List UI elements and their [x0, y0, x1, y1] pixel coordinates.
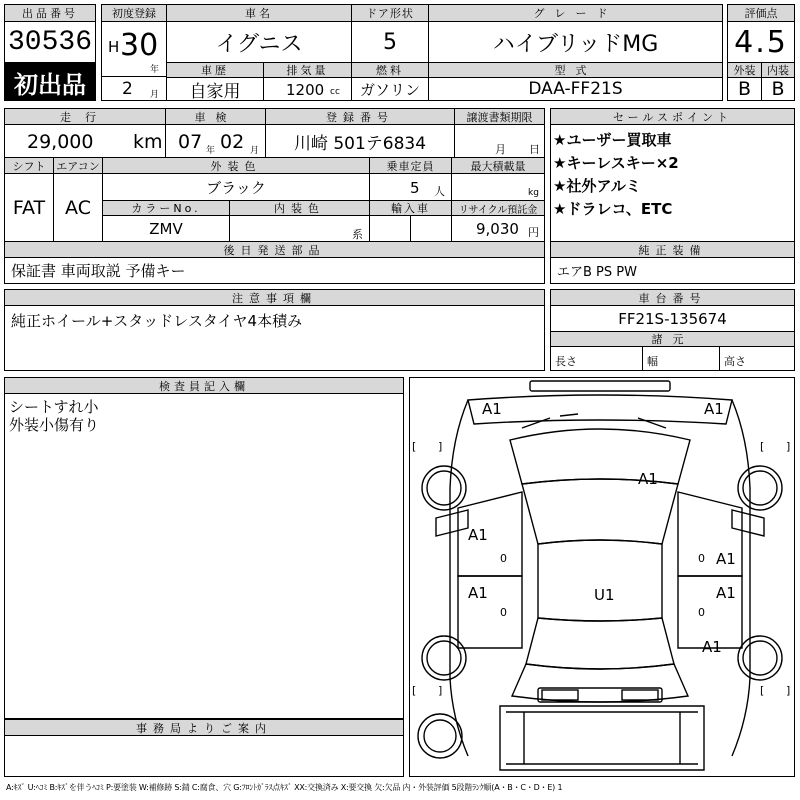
capacity-label: 乗車定員: [369, 157, 452, 174]
first-registration-month-box: [101, 76, 167, 101]
spec-height-box: [719, 346, 795, 371]
equipment-label: 純正装備: [550, 241, 795, 258]
sales-point-item: ★キーレスキー×2: [553, 154, 679, 172]
capacity-value: 5: [410, 179, 420, 197]
mileage-box: [4, 124, 166, 158]
fuel-value: ガソリン: [351, 77, 429, 101]
diagram-bracket: [: [760, 440, 765, 453]
load-unit: kg: [528, 188, 539, 198]
diagram-bracket: ]: [438, 440, 443, 453]
recycle-label: リサイクル預託金: [451, 200, 545, 216]
recycle-value: 9,030: [476, 220, 519, 238]
inspection-year: 07: [178, 131, 203, 153]
inspection-month-unit: 月: [250, 146, 260, 156]
door-value: 5: [351, 21, 429, 63]
car-name: イグニス: [166, 21, 352, 63]
import-label: 輸入車: [369, 200, 452, 216]
reg-month: 2: [122, 79, 133, 99]
mileage-unit: km: [133, 131, 163, 153]
lot-number: 30536: [4, 21, 96, 63]
diagram-zero: 0: [500, 552, 507, 565]
inspector-line: 外装小傷有り: [9, 416, 100, 434]
score-value: 4.5: [727, 21, 795, 63]
displacement-unit: cc: [330, 87, 340, 97]
car-name-label: 車名: [166, 4, 352, 22]
interior-label: 内装: [761, 62, 795, 78]
lot-number-label: 出品番号: [4, 4, 96, 22]
sales-points-box: [550, 124, 795, 242]
office-box: [4, 735, 404, 777]
recycle-unit: 円: [528, 226, 539, 239]
first-listing-badge: 初出品: [4, 63, 96, 101]
reg-month-unit: 月: [150, 90, 160, 100]
diagram-zero: 0: [698, 552, 705, 565]
color-label: 外装色: [102, 157, 370, 174]
chassis-label: 車台番号: [550, 289, 795, 306]
reg-era: H: [108, 38, 120, 56]
transfer-month-unit: 月: [495, 143, 506, 156]
sales-point-item: ★社外アルミ: [553, 177, 641, 195]
inspector-line: シートすれ小: [9, 398, 99, 416]
transfer-day-unit: 日: [529, 143, 540, 156]
damage-mark-hood: A1: [638, 470, 658, 488]
specs-label: 諸元: [550, 331, 795, 347]
displacement-label: 排気量: [263, 62, 352, 78]
office-label: 事務局よりご案内: [4, 719, 404, 736]
spec-length-box: [550, 346, 643, 371]
exterior-label: 外装: [727, 62, 762, 78]
load-label: 最大積載量: [451, 157, 545, 174]
notes-label: 注意事項欄: [4, 289, 545, 306]
color-value: ブラック: [102, 173, 370, 201]
door-label: ドア形状: [351, 4, 429, 22]
history-value: 自家用: [166, 77, 264, 101]
mileage-label: 走行: [4, 108, 166, 125]
damage-mark-roof: U1: [594, 586, 615, 604]
spec-width-box: [642, 346, 720, 371]
diagram-zero: 0: [500, 606, 507, 619]
sales-point-item: ★ドラレコ、ETC: [553, 200, 673, 218]
reg-year-unit: 年: [150, 65, 160, 75]
plate-label: 登録番号: [265, 108, 455, 125]
inspection-box: [165, 124, 266, 158]
inspector-box: [4, 393, 404, 719]
later-parts-value: 保証書 車両取説 予備キー: [4, 257, 545, 284]
damage-mark-right-rear-door: A1: [716, 584, 736, 602]
inspection-year-unit: 年: [206, 146, 216, 156]
recycle-box: [451, 215, 545, 242]
damage-mark-front-left: A1: [482, 400, 502, 418]
inspection-label: 車検: [165, 108, 266, 125]
diagram-bracket: [: [760, 684, 765, 697]
reg-year: 30: [120, 28, 159, 63]
later-parts-label: 後日発送部品: [4, 241, 545, 258]
transfer-deadline-label: 譲渡書類期限: [454, 108, 545, 125]
damage-mark-right-rear-fender: A1: [702, 638, 722, 656]
shift-label: シフト: [4, 157, 54, 174]
damage-mark-right-front-door: A1: [716, 550, 736, 568]
color-no-label: カラーNo.: [102, 200, 230, 216]
history-label: 車歴: [166, 62, 264, 78]
import-divider: [410, 215, 411, 242]
notes-box: [4, 305, 545, 371]
spec-width-label: 幅: [647, 355, 658, 368]
interior-color-box: [229, 215, 370, 242]
displacement-box: [263, 77, 352, 101]
exterior-grade: B: [727, 77, 762, 101]
damage-mark-front-right: A1: [704, 400, 724, 418]
capacity-unit: 人: [434, 185, 445, 198]
plate-value: 川崎 501テ6834: [265, 124, 455, 158]
damage-mark-left-front-door: A1: [468, 526, 488, 544]
sales-points-label: セールスポイント: [550, 108, 795, 125]
transfer-deadline-box: [454, 124, 545, 158]
ac-label: エアコン: [53, 157, 103, 174]
diagram-bracket: ]: [786, 684, 791, 697]
inspector-label: 検査員記入欄: [4, 377, 404, 394]
car-diagram: [409, 377, 795, 777]
diagram-bracket: ]: [786, 440, 791, 453]
damage-mark-left-rear-door: A1: [468, 584, 488, 602]
interior-color-label: 内装色: [229, 200, 370, 216]
grade-value: ハイブリッドMG: [428, 21, 723, 63]
model-value: DAA-FF21S: [428, 77, 723, 101]
load-box: [451, 173, 545, 201]
spec-height-label: 高さ: [724, 355, 746, 368]
mileage-value: 29,000: [27, 131, 94, 153]
displacement-value: 1200: [286, 81, 325, 99]
interior-grade: B: [761, 77, 795, 101]
fuel-label: 燃料: [351, 62, 429, 78]
first-registration-year-box: [101, 21, 167, 77]
model-label: 型式: [428, 62, 723, 78]
inspection-month: 02: [220, 131, 245, 153]
sales-point-item: ★ユーザー買取車: [553, 131, 672, 149]
score-label: 評価点: [727, 4, 795, 22]
shift-value: FAT: [4, 173, 54, 242]
interior-color-unit: 系: [352, 228, 363, 241]
first-registration-label: 初度登録: [101, 4, 167, 22]
capacity-box: [369, 173, 452, 201]
color-no-value: ZMV: [102, 215, 230, 242]
diagram-zero: 0: [698, 606, 705, 619]
car-diagram-drawing: [410, 378, 794, 776]
equipment-value: エアB PS PW: [550, 257, 795, 284]
diagram-bracket: ]: [438, 684, 443, 697]
notes-value: 純正ホイール+スタッドレスタイヤ4本積み: [11, 312, 303, 330]
ac-value: AC: [53, 173, 103, 242]
grade-label: グレード: [428, 4, 723, 22]
diagram-bracket: [: [412, 684, 417, 697]
legend: A:ｷｽﾞ U:ﾍｺﾐ B:ｷｽﾞを伴うﾍｺﾐ P:要塗装 W:補修跡 S:錆 C:腐食、穴 G:ﾌﾛﾝﾄｶﾞﾗｽ点ｷｽﾞ XX:交換済み X:要交換 欠:欠品 内・外装評価 5段階ﾗﾝｸ順(A・B・C・D・E) 1: [6, 783, 563, 792]
diagram-bracket: [: [412, 440, 417, 453]
spec-length-label: 長さ: [555, 355, 577, 368]
chassis-value: FF21S-135674: [550, 305, 795, 332]
